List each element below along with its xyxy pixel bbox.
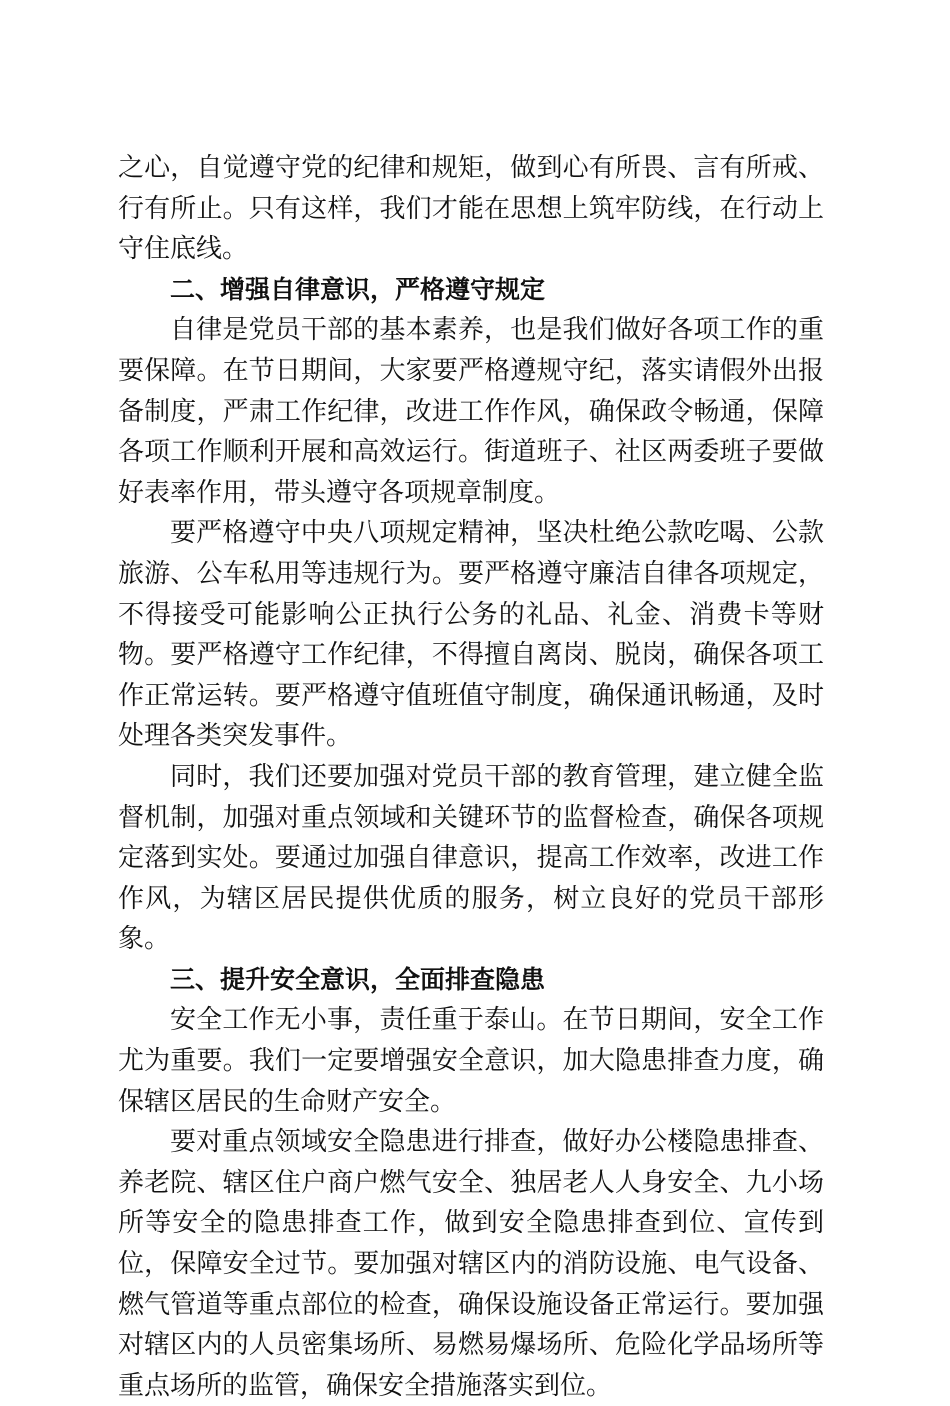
paragraph: 同时，我们还要加强对党员干部的教育管理，建立健全监督机制，加强对重点领域和关键环节的监督检查，确保各项规定落到实处。要通过加强自律意识，提高工作效率，改进工作作风，为辖区居民提供优质的服务，树立良好的党员干部形象。 bbox=[118, 761, 824, 955]
paragraph: 自律是党员干部的基本素养，也是我们做好各项工作的重要保障。在节日期间，大家要严格遵规守纪，落实请假外出报备制度，严肃工作纪律，改进工作作风，确保政令畅通，保障各项工作顺利开展和高效运行。街道班子、社区两委班子要做好表率作用，带头遵守各项规章制度。 bbox=[118, 315, 824, 508]
document-body bbox=[118, 148, 824, 1406]
paragraph-continuation: 之心，自觉遵守党的纪律和规矩，做到心有所畏、言有所戒、行有所止。只有这样，我们才能在思想上筑牢防线，在行动上守住底线。 bbox=[118, 153, 824, 265]
paragraph: 安全工作无小事，责任重于泰山。在节日期间，安全工作尤为重要。我们一定要增强安全意识，加大隐患排查力度，确保辖区居民的生命财产安全。 bbox=[118, 1005, 824, 1117]
paragraph: 要严格遵守中央八项规定精神，坚决杜绝公款吃喝、公款旅游、公车私用等违规行为。要严格遵守廉洁自律各项规定，不得接受可能影响公正执行公务的礼品、礼金、消费卡等财物。要严格遵守工作纪律，不得擅自离岗、脱岗，确保各项工作正常运转。要严格遵守值班值守制度，确保通讯畅通，及时处理各类突发事件。 bbox=[118, 518, 824, 752]
section-heading-2: 二、增强自律意识，严格遵守规定 bbox=[170, 274, 546, 304]
section-heading-3: 三、提升安全意识，全面排查隐患 bbox=[170, 964, 546, 994]
paragraph: 要对重点领域安全隐患进行排查，做好办公楼隐患排查、养老院、辖区住户商户燃气安全、独居老人人身安全、九小场所等安全的隐患排查工作，做到安全隐患排查到位、宣传到位，保障安全过节。要加强对辖区内的消防设施、电气设备、燃气管道等重点部位的检查，确保设施设备正常运行。要加强对辖区内的人员密集场所、易燃易爆场所、危险化学品场所等重点场所的监管，确保安全措施落实到位。 bbox=[118, 1127, 824, 1401]
